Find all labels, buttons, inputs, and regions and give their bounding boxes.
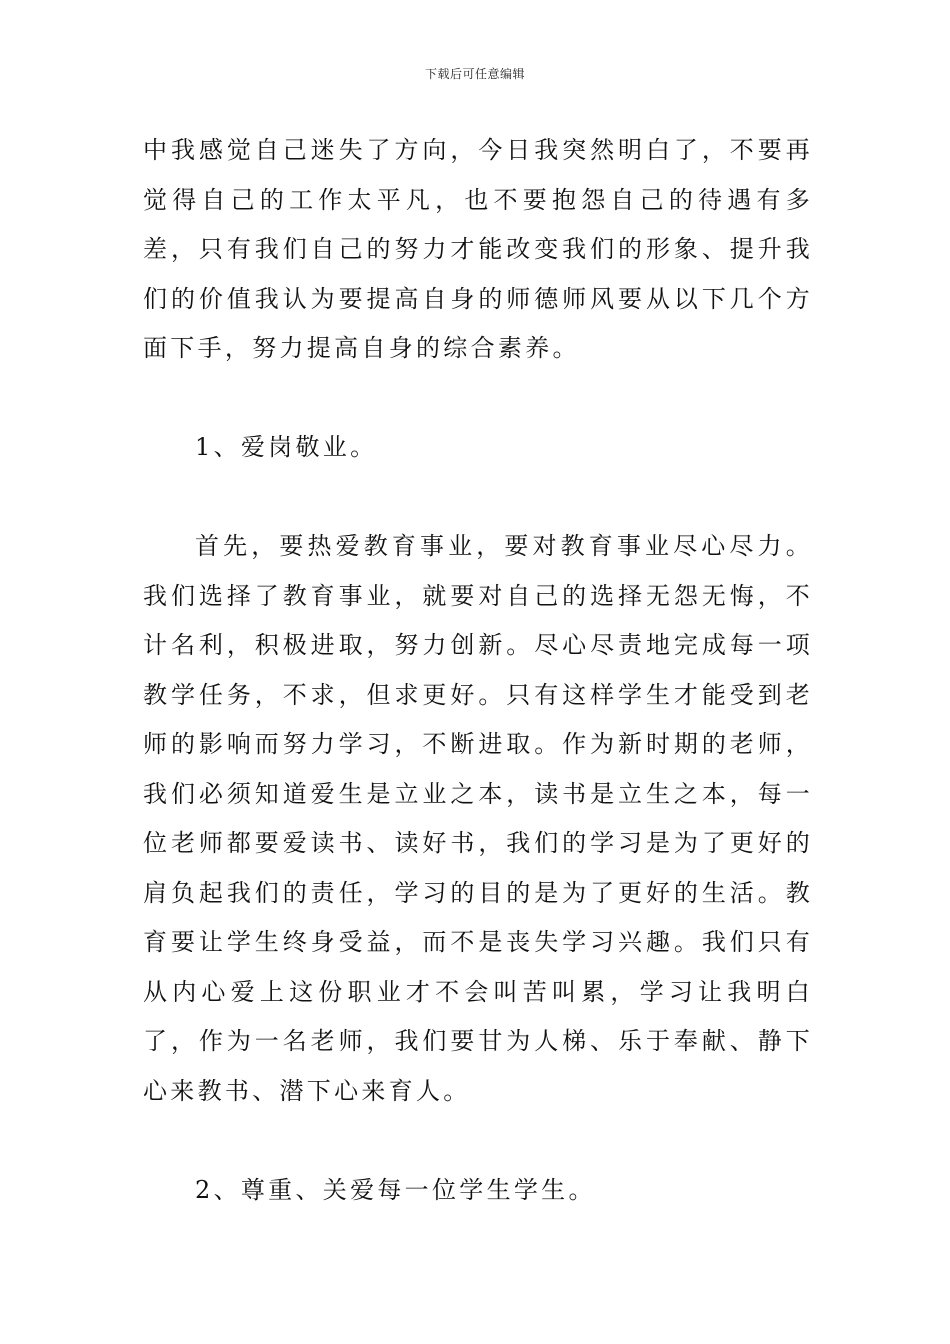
section-heading-1: 1、爱岗敬业。 [195,433,378,461]
paragraph-gap [143,374,813,424]
document-body [143,126,813,1215]
paragraph-gap [143,473,813,523]
paragraph-intro: 中我感觉自己迷失了方向，今日我突然明白了，不要再觉得自己的工作太平凡，也不要抱怨自己的待遇有多差，只有我们自己的努力才能改变我们的形象、提升我们的价值我认为要提高自身的师德师风要从以下几个方面下手，努力提高自身的综合素养。 [143,136,813,362]
section-heading-2: 2、尊重、关爱每一位学生学生。 [195,1175,596,1204]
page-header: 下载后可任意编辑 [424,67,525,81]
paragraph-gap [143,1116,813,1166]
paragraph-section-1: 首先，要热爱教育事业，要对教育事业尽心尽力。我们选择了教育事业，就要对自己的选择无怨无悔，不计名利，积极进取，努力创新。尽心尽责地完成每一项教学任务，不求，但求更好。只有这样学生才能受到老师的影响而努力学习，不断进取。作为新时期的老师，我们必须知道爱生是立业之本，读书是立生之本，每一位老师都要爱读书、读好书，我们的学习是为了更好的肩负起我们的责任，学习的目的是为了更好的生活。教育要让学生终身受益，而不是丧失学习兴趣。我们只有从内心爱上这份职业才不会叫苦叫累，学习让我明白了，作为一名老师，我们要甘为人梯、乐于奉献、静下心来教书、潜下心来育人。 [143,532,813,1105]
